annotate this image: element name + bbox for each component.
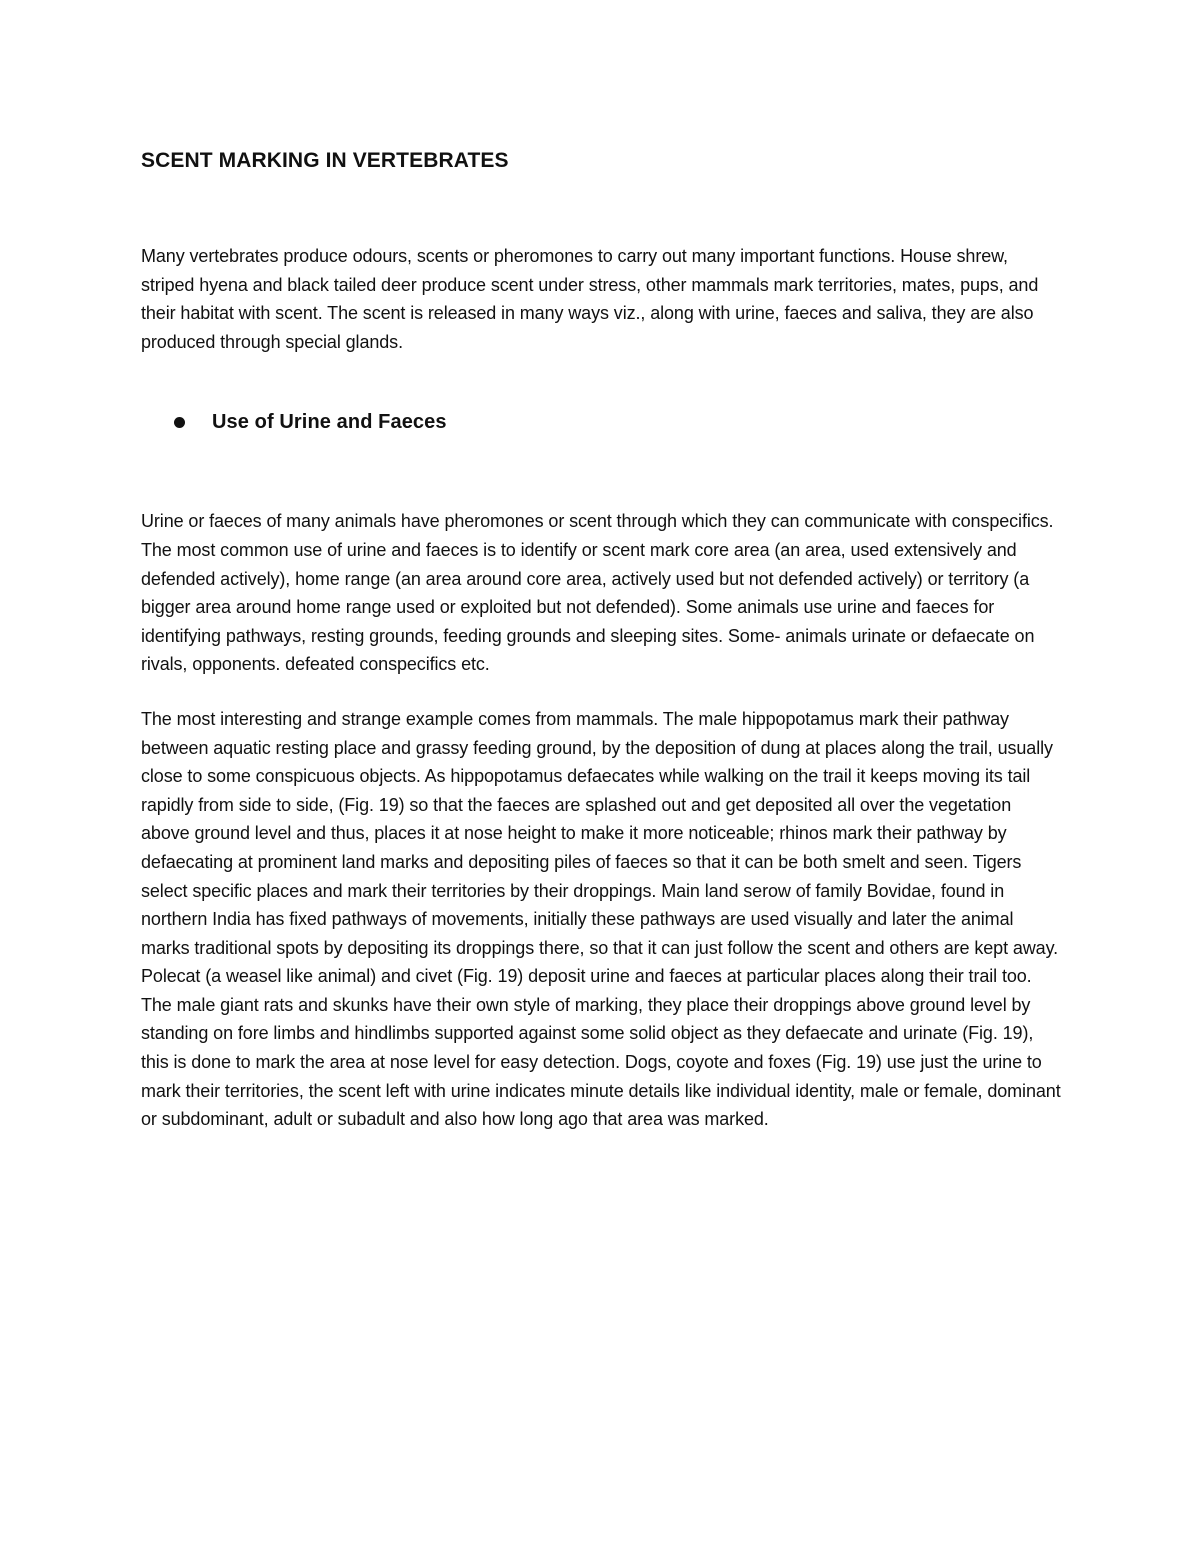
intro-paragraph: Many vertebrates produce odours, scents or pheromones to carry out many important functions. House shrew, striped hyena and black tailed deer produce scent under stress, other mammals mark territories, mates, pups, and their habitat with scent. The scent is released in many ways viz., along with urine, faeces and saliva, they are also produced through special glands. — [141, 246, 1039, 352]
bullet-icon — [174, 417, 185, 428]
section-paragraph-2: The most interesting and strange example comes from mammals. The male hippopotamus mark their pathway between aquatic resting place and grassy feeding ground, by the deposition of dung at places along the trail, usually close to some conspicuous objects. As hippopotamus defaecates while walking on the trail it keeps moving its tail rapidly from side to side, (Fig. 19) so that the faeces are splashed out and get deposited all over the vegetation above ground level and thus, places it at nose height to make it more noticeable; rhinos mark their pathway by defaecating at prominent land marks and depositing piles of faeces so that it can be both smelt and seen. Tigers select specific places and mark their territories by their droppings. Main land serow of family Bovidae, found in northern India has fixed pathways of movements, initially these pathways are used visually and later the animal marks traditional spots by depositing its droppings there, so that it can just follow the scent and others are kept away. Polecat (a weasel like animal) and civet (Fig. 19) deposit urine and faeces at particular places along their trail too. The male giant rats and skunks have their own style of marking, they place their droppings above ground level by standing on fore limbs and hindlimbs supported against some solid object as they defaecate and urinate (Fig. 19), this is done to mark the area at nose level for easy detection. Dogs, coyote and foxes (Fig. 19) use just the urine to mark their territories, the scent left with urine indicates minute details like individual identity, male or female, dominant or subdominant, adult or subadult and also how long ago that area was marked. — [141, 708, 1061, 1130]
page-title: SCENT MARKING IN VERTEBRATES — [141, 149, 509, 172]
section-heading-row — [141, 404, 1061, 440]
section-heading: Use of Urine and Faeces — [212, 410, 447, 433]
document-body — [141, 146, 1061, 1134]
section-paragraph-1: Urine or faeces of many animals have pheromones or scent through which they can communicate with conspecifics. The most common use of urine and faeces is to identify or scent mark core area (an area, used extensively and defended actively), home range (an area around core area, actively used but not defended actively) or territory (a bigger area around home range used or exploited but not defended). Some animals use urine and faeces for identifying pathways, resting grounds, feeding grounds and sleeping sites. Some- animals urinate or defaecate on rivals, opponents. defeated conspecifics etc. — [141, 511, 1054, 675]
